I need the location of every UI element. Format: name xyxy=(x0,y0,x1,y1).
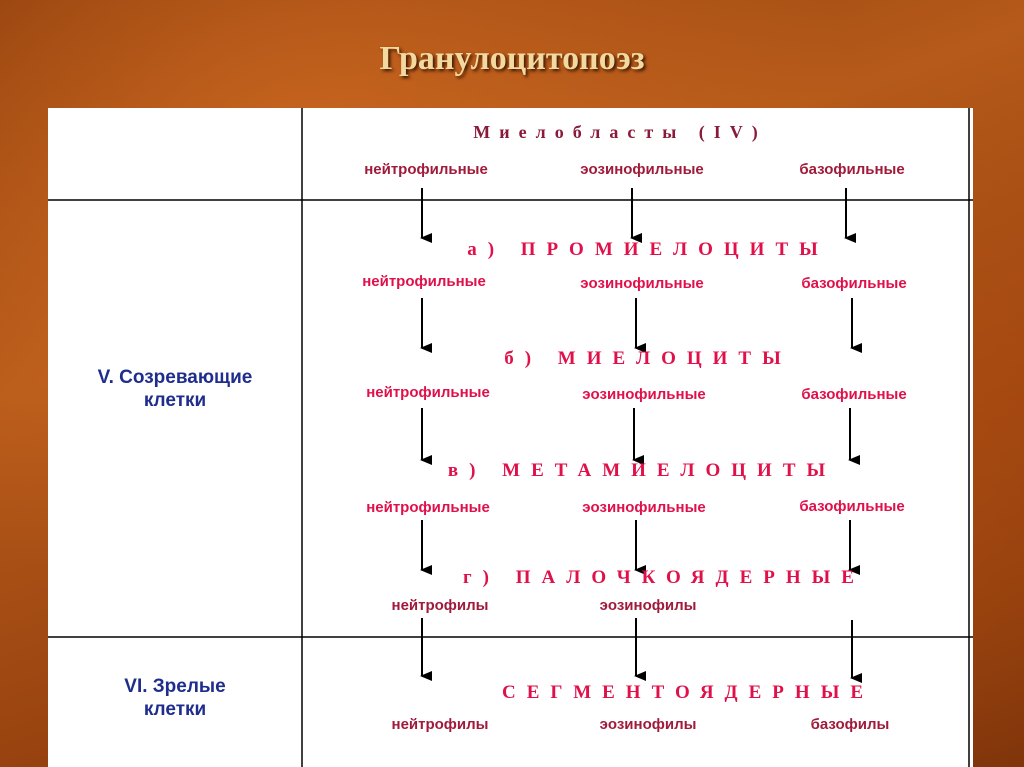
type-label: эозинофилы xyxy=(599,716,697,733)
type-label: базофильные xyxy=(799,498,905,515)
type-label: эозинофильные xyxy=(582,386,706,403)
type-label: нейтрофилы xyxy=(391,597,489,614)
type-label: нейтрофильные xyxy=(364,161,488,178)
type-label: нейтрофильные xyxy=(366,499,490,516)
stage-myelocytes: б) МИЕЛОЦИТЫ xyxy=(504,348,792,369)
mature-line2: клетки xyxy=(143,699,207,720)
maturing-line2: клетки xyxy=(143,390,207,411)
type-label: нейтрофильные xyxy=(362,273,486,290)
maturing-line1: V. Созревающие xyxy=(97,367,253,388)
mature-line1: VI. Зрелые xyxy=(124,676,226,697)
type-label: нейтрофилы xyxy=(391,716,489,733)
stage-promyelocytes: а) ПРОМИЕЛОЦИТЫ xyxy=(467,239,829,260)
type-label: эозинофилы xyxy=(599,597,697,614)
type-label: базофильные xyxy=(801,275,907,292)
stage-segmented: СЕГМЕНТОЯДЕРНЫЕ xyxy=(501,682,875,703)
type-label: эозинофильные xyxy=(580,161,704,178)
mature-cells-label xyxy=(48,675,302,721)
type-label: базофильные xyxy=(799,161,905,178)
type-label: эозинофильные xyxy=(580,275,704,292)
granulocytopoiesis-table xyxy=(48,108,973,767)
table-grid-and-arrows xyxy=(48,108,973,767)
stage-metamyelocytes: в) МЕТАМИЕЛОЦИТЫ xyxy=(447,460,837,481)
type-label: нейтрофильные xyxy=(366,384,490,401)
type-label: базофилы xyxy=(810,716,890,733)
type-label: базофильные xyxy=(801,386,907,403)
maturing-cells-label xyxy=(48,366,302,412)
type-label: эозинофильные xyxy=(582,499,706,516)
slide-title: Гранулоцитопоэз xyxy=(379,40,645,77)
stage-band-cells: г) ПАЛОЧКОЯДЕРНЫЕ xyxy=(463,567,865,588)
myeloblasts-label: Миелобласты (IV) xyxy=(473,122,767,142)
